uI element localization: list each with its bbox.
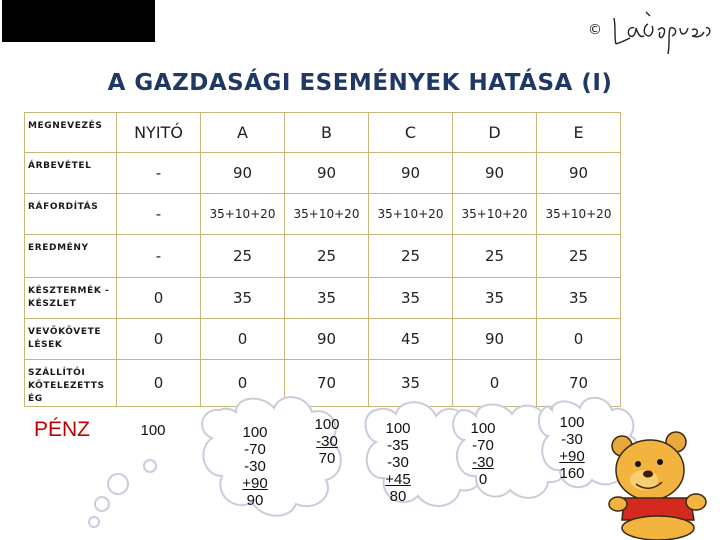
- table-cell: -: [117, 194, 201, 235]
- money-line: 160: [559, 465, 585, 482]
- table-cell: 35+10+20: [201, 194, 285, 235]
- copyright-symbol: ©: [588, 22, 602, 38]
- row-label: SZÁLLÍTÓI KÖTELEZETTS ÉG: [25, 360, 117, 407]
- table-cell: 45: [369, 319, 453, 360]
- money-line: 100: [314, 416, 340, 433]
- header-a: A: [201, 113, 285, 153]
- row-label: VEVŐKÖVETE LÉSEK: [25, 319, 117, 360]
- table-cell: 35+10+20: [453, 194, 537, 235]
- header-b: B: [285, 113, 369, 153]
- table-cell: 70: [285, 360, 369, 407]
- table-cell: 90: [285, 319, 369, 360]
- table-cell: 35: [537, 278, 621, 319]
- money-line: -30: [316, 433, 338, 450]
- table-cell: 25: [201, 235, 285, 278]
- table-cell: 90: [201, 153, 285, 194]
- penz-d: [458, 420, 508, 488]
- penz-label: PÉNZ: [34, 418, 91, 441]
- money-line: +45: [385, 471, 411, 488]
- table-row: [25, 235, 621, 278]
- table-cell: 25: [285, 235, 369, 278]
- black-redaction-box: [2, 0, 155, 42]
- money-line: 100: [470, 420, 496, 437]
- money-line: 100: [559, 414, 585, 431]
- table-cell: 90: [453, 319, 537, 360]
- money-line: 80: [389, 488, 407, 505]
- money-line: -30: [561, 431, 583, 448]
- row-label: RÁFORDÍTÁS: [25, 194, 117, 235]
- table-cell: 35+10+20: [285, 194, 369, 235]
- table-cell: 25: [369, 235, 453, 278]
- table-cell: 90: [369, 153, 453, 194]
- penz-c: [373, 420, 423, 505]
- table-cell: 90: [453, 153, 537, 194]
- table-cell: 35: [285, 278, 369, 319]
- header-megnevezes: MEGNEVEZÉS: [25, 113, 117, 153]
- table-cell: 0: [117, 278, 201, 319]
- header-d: D: [453, 113, 537, 153]
- pooh-bear-icon: [604, 428, 712, 540]
- penz-nyito: [128, 422, 178, 439]
- table-cell: 0: [117, 319, 201, 360]
- table-cell: 90: [537, 153, 621, 194]
- table-row: [25, 278, 621, 319]
- table-cell: 70: [537, 360, 621, 407]
- money-line: 90: [246, 492, 264, 509]
- table-cell: 35: [369, 360, 453, 407]
- table-cell: -: [117, 153, 201, 194]
- header-e: E: [537, 113, 621, 153]
- table-cell: 0: [117, 360, 201, 407]
- money-line: -30: [387, 454, 409, 471]
- table-row: [25, 319, 621, 360]
- signature-icon: [606, 6, 716, 56]
- table-cell: 0: [201, 319, 285, 360]
- money-line: -70: [472, 437, 494, 454]
- money-line: 70: [318, 450, 336, 467]
- table-cell: -: [117, 235, 201, 278]
- row-label: EREDMÉNY: [25, 235, 117, 278]
- page-title: A GAZDASÁGI ESEMÉNYEK HATÁSA (I): [107, 70, 613, 96]
- money-line: -70: [244, 441, 266, 458]
- row-label: ÁRBEVÉTEL: [25, 153, 117, 194]
- table-cell: 35+10+20: [369, 194, 453, 235]
- table-cell: 35: [369, 278, 453, 319]
- money-line: +90: [559, 448, 585, 465]
- table-cell: 35: [453, 278, 537, 319]
- table-row: [25, 194, 621, 235]
- table-cell: 0: [201, 360, 285, 407]
- money-line: 0: [478, 471, 488, 488]
- money-line: 100: [385, 420, 411, 437]
- table-cell: 0: [453, 360, 537, 407]
- money-line: -30: [472, 454, 494, 471]
- table-cell: 35: [201, 278, 285, 319]
- table-cell: 35+10+20: [537, 194, 621, 235]
- table-cell: 0: [537, 319, 621, 360]
- money-line: 100: [140, 422, 166, 439]
- money-line: +90: [242, 475, 268, 492]
- table-cell: 25: [453, 235, 537, 278]
- header-nyito: NYITÓ: [117, 113, 201, 153]
- penz-e: [547, 414, 597, 482]
- table-cell: 90: [285, 153, 369, 194]
- header-c: C: [369, 113, 453, 153]
- events-table: [24, 112, 621, 407]
- money-line: -35: [387, 437, 409, 454]
- money-line: 100: [242, 424, 268, 441]
- penz-a: [230, 424, 280, 509]
- table-cell: 25: [537, 235, 621, 278]
- row-label: KÉSZTERMÉK -KÉSZLET: [25, 278, 117, 319]
- money-line: -30: [244, 458, 266, 475]
- table-row: [25, 153, 621, 194]
- table-header-row: [25, 113, 621, 153]
- penz-b: [302, 416, 352, 467]
